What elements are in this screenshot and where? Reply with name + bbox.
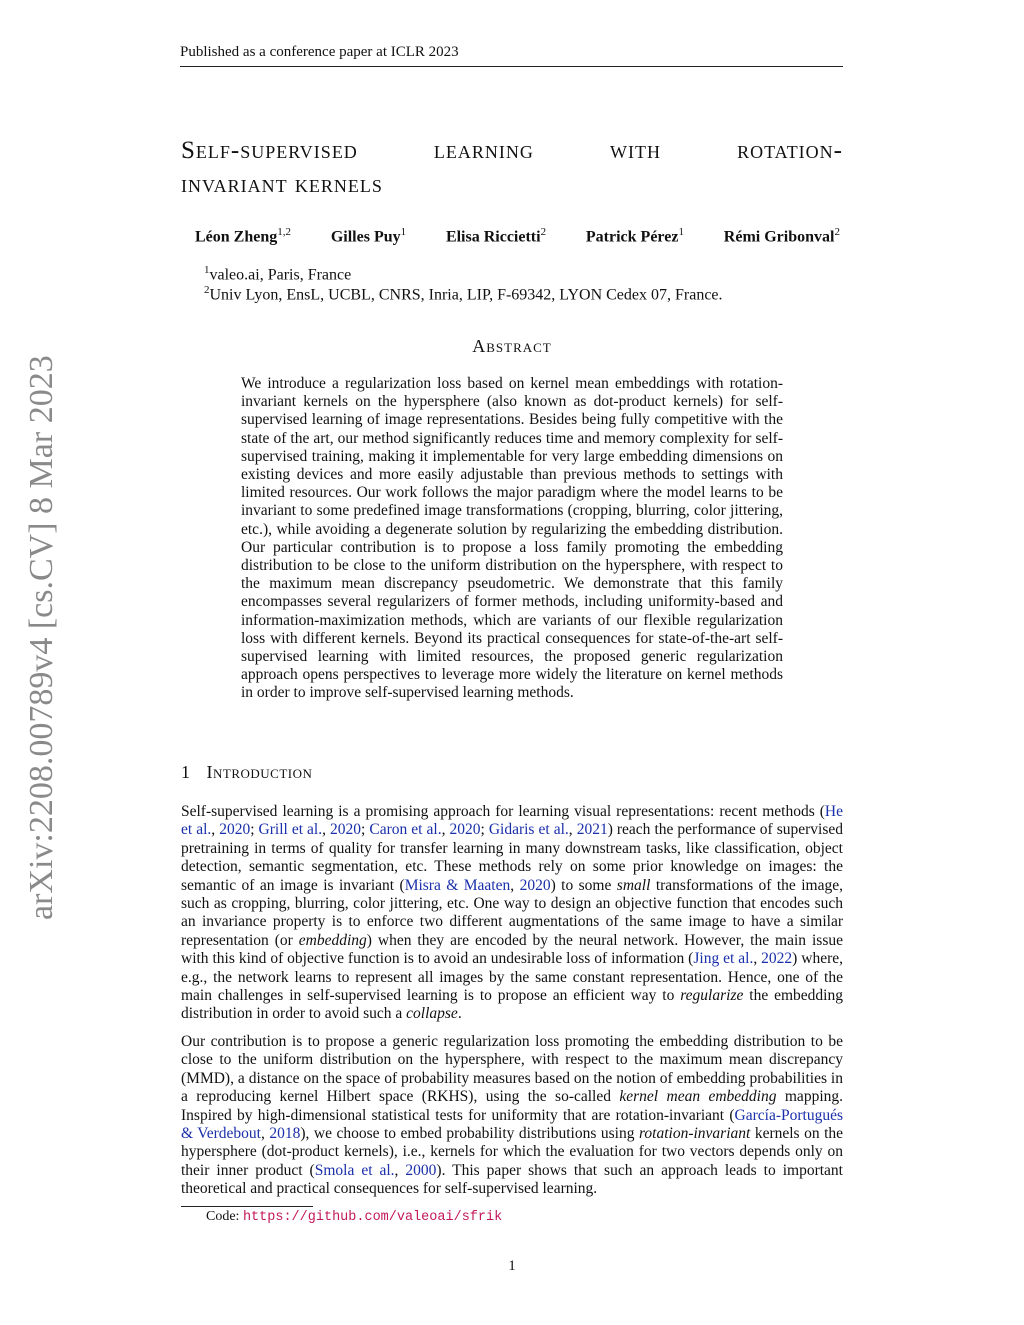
citation-link[interactable]: 2020 [330,821,362,839]
author-name: Léon Zheng [195,228,278,246]
title-line-2: invariant kernels [181,171,383,198]
paragraph-text: ; [480,821,489,839]
title-line-1 [181,134,843,168]
paper-title [181,134,843,202]
section-title: Introduction [206,762,313,782]
footnote [206,1209,502,1225]
author-name: Rémi Gribonval [723,228,835,246]
paragraph-text: Our contribution is to propose a generic regularization loss promoting the embedding distribution to be close to the uniform distribution on the hypersphere, with respect to the maximum mean discrepancy (MMD), a distance on the space of probability measures based on the notion of embedding probabilities in a reproducing kernel Hilbert space (RKHS), using the so-called [181,1033,843,1106]
title-word: learning [433,137,534,164]
paragraph-text: transformations of the image, such as cropping, blurring, color jittering, etc. One way to design an objective function that encodes such an invariance property is to enforce two different augmentations of the same image to have a similar representation (or [181,876,843,949]
author [446,226,546,246]
emphasis-text: small [616,876,651,894]
arxiv-stamp: arXiv:2208.00789v4 [cs.CV] 8 Mar 2023 [23,355,60,920]
paragraph-text: , [510,876,520,894]
citation-link[interactable]: Caron et al. [369,821,442,839]
citation-link[interactable]: He et al. [181,803,843,839]
author [724,226,840,246]
paragraph-text: , [441,821,450,839]
paragraph-text: the embedding distribution in order to avoid such a [181,987,843,1023]
paragraph-text: , [568,821,577,839]
abstract-heading: Abstract [472,336,552,356]
citation-link[interactable]: 2018 [269,1125,301,1143]
citation-link[interactable]: 2021 [576,821,608,839]
author-affiliation-mark: 1 [678,226,684,238]
paragraph-text: , [211,821,220,839]
paragraph-text: . [457,1005,462,1023]
title-word: Self-supervised [181,137,358,164]
paragraph-text: ). This paper shows that such an approach leads to important theoretical and practical consequences for self-supervised learning. [181,1161,843,1198]
title-word: rotation- [737,137,843,164]
citation-link[interactable]: 2020 [449,821,481,839]
intro-paragraph-1 [181,803,843,1024]
author [586,226,684,246]
paragraph-text: ) when they are encoded by the neural network. However, the main issue with this kind of objective function is to avoid an undesirable loss of information ( [181,931,843,968]
running-header: Published as a conference paper at ICLR 2023 [180,44,843,67]
paragraph-text: ) to some [550,876,617,894]
paragraph-text: mapping. Inspired by high-dimensional statistical tests for uniformity that are rotation-invariant ( [181,1088,843,1124]
author-affiliation-mark: 1 [400,226,407,238]
emphasis-text: embedding [298,931,367,949]
author-affiliation-mark: 2 [834,226,840,238]
footnote-label: Code: [206,1209,240,1224]
author [331,226,406,246]
citation-link[interactable]: Smola et al. [314,1161,395,1179]
footnote-rule [181,1206,313,1207]
code-link[interactable]: https://github.com/valeoai/sfrik [242,1210,503,1225]
author-name: Elisa Riccietti [445,228,541,246]
affiliation-2: $^2$Univ Lyon, EnsL, UCBL, CNRS, Inria, LIP, F-69342, LYON Cedex 07, France. [204,284,723,304]
citation-link[interactable]: 2022 [761,950,793,968]
citation-link[interactable]: Gidaris et al. [488,821,569,839]
citation-link[interactable]: Misra & Maaten [404,876,511,894]
emphasis-text: rotation-invariant [638,1125,751,1143]
title-word: with [610,137,662,164]
author-affiliation-mark: 1,2 [277,226,291,238]
author-list [195,226,840,246]
paragraph-text: , [260,1125,270,1143]
citation-link[interactable]: 2000 [405,1161,437,1179]
page-number: 1 [508,1258,516,1274]
intro-paragraph-2 [181,1033,843,1199]
paragraph-text: ; [361,821,370,839]
paragraph-text: , [753,950,762,968]
abstract-text: We introduce a regularization loss based on kernel mean embeddings with rotation-invariant kernels on the hypersphere (also known as dot-product kernels) for self-supervised learning of image representations. Besides being fully competitive with the state of the art, our method significantly reduces time and memory complexity for self-supervised training, making it implementable for very large embedding dimensions on existing devices and more easily adjustable than previous methods to settings with limited resources. Our work follows the major paradigm where the model learns to be invariant to some predefined image transformations (cropping, blurring, color jittering, etc.), while avoiding a degenerate solution by regularizing the embedding distribution. Our particular contribution is to propose a loss family promoting the embedding distribution to be close to the uniform distribution on the hypersphere, with respect to the maximum mean discrepancy pseudometric. We demonstrate that this family encompasses several regularizers of former methods, including uniformity-based and information-maximization methods, which are variants of our flexible regularization loss with different kernels. Beyond its practical consequences for state-of-the-art self-supervised learning with limited resources, the proposed generic regularization approach opens perspectives to leverage more widely the literature on kernel methods in order to improve self-supervised learning methods. [241,375,783,702]
emphasis-text: kernel mean embedding [619,1088,777,1106]
author-name: Gilles Puy [330,228,401,246]
emphasis-text: regularize [680,987,744,1005]
author-name: Patrick Pérez [585,228,679,246]
paragraph-text: Self-supervised learning is a promising approach for learning visual representations: recent methods ( [181,803,825,820]
paragraph-text: , [322,821,331,839]
author-affiliation-mark: 2 [540,226,547,238]
paragraph-text: ; [250,821,259,839]
citation-link[interactable]: García-Portugués & Verdebout [181,1106,843,1143]
affiliation-1: $^1$valeo.ai, Paris, France [204,264,352,284]
citation-link[interactable]: 2020 [519,876,551,894]
citation-link[interactable]: 2020 [219,821,251,839]
paragraph-text: , [394,1161,406,1179]
citation-link[interactable]: Grill et al. [258,821,323,839]
paragraph-text: ), we choose to embed probability distributions using [300,1125,639,1143]
emphasis-text: collapse [406,1005,458,1023]
paragraph-text: ) where, e.g., the network learns to represent all images by the same constant representation. Hence, one of the main challenges in self-supervised learning is to propose an efficient way to [181,950,844,1005]
section-heading [181,762,312,783]
citation-link[interactable]: Jing et al. [693,950,754,968]
section-number: 1 [181,762,191,782]
author [195,226,291,246]
paragraph-text: kernels on the hypersphere (dot-product kernels), i.e., kernels for which the evaluation for two vectors depends only on their inner product ( [181,1125,844,1179]
paragraph-text: ) reach the performance of supervised pretraining in terms of quality for transfer learning in many downstream tasks, like classification, object detection, semantic segmentation, etc. These methods rely on some prior knowledge on images: the semantic of an image is invariant ( [181,821,844,894]
